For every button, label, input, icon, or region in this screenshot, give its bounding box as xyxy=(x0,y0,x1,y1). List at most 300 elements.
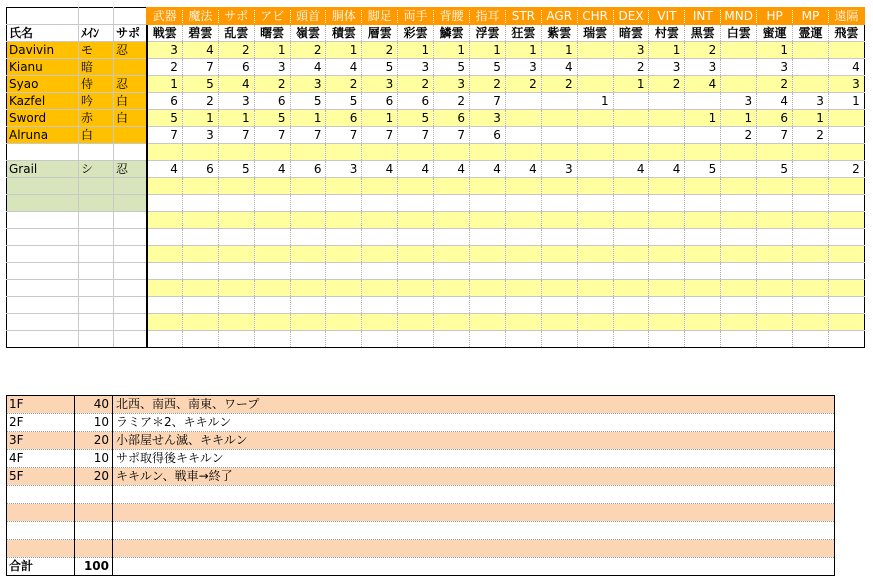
stat-value-cell[interactable] xyxy=(721,246,757,263)
stat-value-cell[interactable] xyxy=(326,144,362,161)
floor-note-cell[interactable]: サポ取得後キキルン xyxy=(113,450,835,468)
stat-value-cell[interactable] xyxy=(577,42,613,59)
stat-value-cell[interactable] xyxy=(218,212,254,229)
header-gear-cell[interactable]: 鱗雲 xyxy=(434,25,470,42)
stat-value-cell[interactable] xyxy=(793,314,829,331)
stat-value-cell[interactable]: 3 xyxy=(147,42,183,59)
stat-value-cell[interactable] xyxy=(290,314,326,331)
stat-value-cell[interactable] xyxy=(398,297,434,314)
stat-value-cell[interactable] xyxy=(470,297,506,314)
stat-value-cell[interactable] xyxy=(541,127,577,144)
stat-value-cell[interactable]: 4 xyxy=(362,161,398,178)
character-name-cell[interactable]: Alruna xyxy=(7,127,79,144)
stat-value-cell[interactable] xyxy=(362,297,398,314)
stat-value-cell[interactable] xyxy=(577,212,613,229)
stat-value-cell[interactable] xyxy=(218,297,254,314)
stat-value-cell[interactable]: 2 xyxy=(147,59,183,76)
stat-value-cell[interactable] xyxy=(577,144,613,161)
stat-value-cell[interactable]: 4 xyxy=(290,59,326,76)
stat-value-cell[interactable]: 5 xyxy=(182,76,218,93)
stat-value-cell[interactable] xyxy=(254,280,290,297)
stat-value-cell[interactable] xyxy=(649,110,685,127)
main-job-cell[interactable] xyxy=(79,246,114,263)
stat-value-cell[interactable] xyxy=(182,229,218,246)
floor-value-cell[interactable] xyxy=(75,486,113,504)
header-stat-cell[interactable]: STR xyxy=(505,8,541,25)
stat-value-cell[interactable]: 3 xyxy=(649,59,685,76)
stat-value-cell[interactable] xyxy=(793,263,829,280)
floor-label-cell[interactable]: 5F xyxy=(7,468,75,486)
stat-value-cell[interactable] xyxy=(254,144,290,161)
stat-value-cell[interactable] xyxy=(218,263,254,280)
stat-value-cell[interactable] xyxy=(828,127,864,144)
stat-value-cell[interactable] xyxy=(470,144,506,161)
main-job-cell[interactable] xyxy=(79,263,114,280)
character-name-cell[interactable]: Syao xyxy=(7,76,79,93)
stat-value-cell[interactable] xyxy=(290,212,326,229)
stat-value-cell[interactable] xyxy=(793,246,829,263)
stat-value-cell[interactable] xyxy=(613,229,649,246)
stat-value-cell[interactable]: 2 xyxy=(685,42,721,59)
stat-value-cell[interactable] xyxy=(793,212,829,229)
header-gear-cell[interactable]: 彩雲 xyxy=(398,25,434,42)
stat-value-cell[interactable]: 4 xyxy=(470,161,506,178)
stat-value-cell[interactable]: 3 xyxy=(721,93,757,110)
stat-value-cell[interactable] xyxy=(290,195,326,212)
stat-value-cell[interactable] xyxy=(147,331,183,348)
stat-value-cell[interactable] xyxy=(757,263,793,280)
stat-value-cell[interactable] xyxy=(541,178,577,195)
stat-value-cell[interactable] xyxy=(254,314,290,331)
stat-value-cell[interactable] xyxy=(793,229,829,246)
stat-value-cell[interactable]: 3 xyxy=(326,161,362,178)
header-stat-cell[interactable]: 脚足 xyxy=(362,8,398,25)
stat-value-cell[interactable]: 6 xyxy=(182,161,218,178)
floor-note-cell[interactable] xyxy=(113,504,835,522)
stat-value-cell[interactable]: 3 xyxy=(434,76,470,93)
stat-value-cell[interactable] xyxy=(577,195,613,212)
floor-value-cell[interactable]: 10 xyxy=(75,414,113,432)
stat-value-cell[interactable] xyxy=(147,212,183,229)
stat-value-cell[interactable] xyxy=(541,212,577,229)
stat-value-cell[interactable] xyxy=(362,280,398,297)
stat-value-cell[interactable] xyxy=(147,178,183,195)
stat-value-cell[interactable] xyxy=(470,195,506,212)
stat-value-cell[interactable]: 7 xyxy=(398,127,434,144)
character-name-cell[interactable]: Davivin xyxy=(7,42,79,59)
stat-value-cell[interactable] xyxy=(218,314,254,331)
stat-value-cell[interactable] xyxy=(326,178,362,195)
stat-value-cell[interactable] xyxy=(290,144,326,161)
main-job-cell[interactable]: 赤 xyxy=(79,110,114,127)
stat-value-cell[interactable] xyxy=(254,331,290,348)
main-job-cell[interactable] xyxy=(79,331,114,348)
stat-value-cell[interactable]: 2 xyxy=(541,76,577,93)
stat-value-cell[interactable]: 3 xyxy=(685,59,721,76)
stat-value-cell[interactable] xyxy=(828,229,864,246)
floor-note-cell[interactable] xyxy=(113,540,835,558)
stat-value-cell[interactable]: 4 xyxy=(649,161,685,178)
stat-value-cell[interactable]: 7 xyxy=(434,127,470,144)
stat-value-cell[interactable] xyxy=(541,297,577,314)
main-job-cell[interactable] xyxy=(79,212,114,229)
stat-value-cell[interactable] xyxy=(398,212,434,229)
stat-value-cell[interactable]: 3 xyxy=(470,110,506,127)
character-name-cell[interactable] xyxy=(7,144,79,161)
stat-value-cell[interactable] xyxy=(147,229,183,246)
stat-value-cell[interactable] xyxy=(613,212,649,229)
sub-job-cell[interactable]: 忍 xyxy=(114,76,147,93)
stat-value-cell[interactable]: 7 xyxy=(147,127,183,144)
stat-value-cell[interactable]: 3 xyxy=(290,76,326,93)
stat-value-cell[interactable]: 1 xyxy=(254,42,290,59)
stat-value-cell[interactable] xyxy=(757,246,793,263)
stat-value-cell[interactable] xyxy=(470,314,506,331)
stat-value-cell[interactable] xyxy=(721,331,757,348)
header-stat-cell[interactable]: サポ xyxy=(218,8,254,25)
stat-value-cell[interactable] xyxy=(757,195,793,212)
stat-value-cell[interactable] xyxy=(757,297,793,314)
stat-value-cell[interactable] xyxy=(398,246,434,263)
floor-note-cell[interactable]: 北西、南西、南東、ワープ xyxy=(113,396,835,414)
stat-value-cell[interactable] xyxy=(326,331,362,348)
stat-value-cell[interactable] xyxy=(434,212,470,229)
stat-value-cell[interactable] xyxy=(434,314,470,331)
sub-job-cell[interactable] xyxy=(114,246,147,263)
stat-value-cell[interactable]: 1 xyxy=(613,76,649,93)
sub-job-cell[interactable] xyxy=(114,314,147,331)
sub-job-cell[interactable]: 白 xyxy=(114,110,147,127)
header-gear-cell[interactable]: 蜜運 xyxy=(757,25,793,42)
stat-value-cell[interactable]: 7 xyxy=(182,59,218,76)
stat-value-cell[interactable]: 4 xyxy=(505,161,541,178)
stat-value-cell[interactable] xyxy=(721,144,757,161)
stat-value-cell[interactable] xyxy=(649,195,685,212)
stat-value-cell[interactable] xyxy=(326,263,362,280)
stat-value-cell[interactable]: 4 xyxy=(757,93,793,110)
character-name-cell[interactable] xyxy=(7,314,79,331)
stat-value-cell[interactable]: 1 xyxy=(290,110,326,127)
stat-value-cell[interactable]: 7 xyxy=(757,127,793,144)
stat-value-cell[interactable]: 1 xyxy=(218,110,254,127)
stat-value-cell[interactable] xyxy=(505,110,541,127)
stat-value-cell[interactable] xyxy=(505,229,541,246)
stat-value-cell[interactable] xyxy=(828,195,864,212)
main-job-cell[interactable] xyxy=(79,195,114,212)
stat-value-cell[interactable] xyxy=(254,246,290,263)
header-stat-cell[interactable]: 胴体 xyxy=(326,8,362,25)
stat-value-cell[interactable]: 2 xyxy=(182,93,218,110)
stat-value-cell[interactable] xyxy=(362,263,398,280)
stat-value-cell[interactable] xyxy=(828,144,864,161)
stat-value-cell[interactable] xyxy=(757,212,793,229)
stat-value-cell[interactable] xyxy=(793,42,829,59)
stat-value-cell[interactable]: 2 xyxy=(470,76,506,93)
sub-job-cell[interactable]: 忍 xyxy=(114,42,147,59)
stat-value-cell[interactable]: 3 xyxy=(362,76,398,93)
stat-value-cell[interactable] xyxy=(290,178,326,195)
stat-value-cell[interactable]: 6 xyxy=(147,93,183,110)
header-gear-cell[interactable]: 積雲 xyxy=(326,25,362,42)
stat-value-cell[interactable] xyxy=(577,161,613,178)
stat-value-cell[interactable] xyxy=(398,195,434,212)
stat-value-cell[interactable] xyxy=(685,297,721,314)
stat-value-cell[interactable] xyxy=(577,331,613,348)
stat-value-cell[interactable] xyxy=(398,314,434,331)
stat-value-cell[interactable] xyxy=(182,144,218,161)
sub-job-cell[interactable] xyxy=(114,280,147,297)
stat-value-cell[interactable] xyxy=(290,331,326,348)
stat-value-cell[interactable] xyxy=(685,178,721,195)
stat-value-cell[interactable] xyxy=(182,195,218,212)
stat-value-cell[interactable]: 2 xyxy=(721,127,757,144)
stat-value-cell[interactable]: 6 xyxy=(434,110,470,127)
stat-value-cell[interactable] xyxy=(721,42,757,59)
sub-job-cell[interactable] xyxy=(114,331,147,348)
stat-value-cell[interactable] xyxy=(326,229,362,246)
stat-value-cell[interactable] xyxy=(290,297,326,314)
stat-value-cell[interactable] xyxy=(398,331,434,348)
stat-value-cell[interactable] xyxy=(828,263,864,280)
stat-value-cell[interactable]: 1 xyxy=(757,42,793,59)
floor-label-cell[interactable] xyxy=(7,504,75,522)
stat-value-cell[interactable] xyxy=(685,246,721,263)
floor-label-cell[interactable]: 2F xyxy=(7,414,75,432)
stat-value-cell[interactable] xyxy=(398,263,434,280)
stat-value-cell[interactable]: 3 xyxy=(218,93,254,110)
header-stat-cell[interactable]: 背腰 xyxy=(434,8,470,25)
stat-value-cell[interactable]: 4 xyxy=(147,161,183,178)
stat-value-cell[interactable]: 6 xyxy=(398,93,434,110)
stat-value-cell[interactable]: 5 xyxy=(398,110,434,127)
stat-value-cell[interactable]: 1 xyxy=(182,110,218,127)
stat-value-cell[interactable]: 1 xyxy=(362,110,398,127)
stat-value-cell[interactable] xyxy=(649,229,685,246)
sub-job-cell[interactable] xyxy=(114,263,147,280)
stat-value-cell[interactable]: 2 xyxy=(757,76,793,93)
header-stat-cell[interactable]: 武器 xyxy=(147,8,183,25)
stat-value-cell[interactable] xyxy=(182,263,218,280)
stat-value-cell[interactable] xyxy=(828,314,864,331)
stat-value-cell[interactable]: 2 xyxy=(793,127,829,144)
stat-value-cell[interactable]: 2 xyxy=(326,76,362,93)
stat-value-cell[interactable]: 4 xyxy=(541,59,577,76)
stat-value-cell[interactable] xyxy=(541,280,577,297)
stat-value-cell[interactable] xyxy=(649,280,685,297)
stat-value-cell[interactable] xyxy=(649,178,685,195)
stat-value-cell[interactable]: 4 xyxy=(182,42,218,59)
stat-value-cell[interactable] xyxy=(721,229,757,246)
stat-value-cell[interactable]: 4 xyxy=(685,76,721,93)
stat-value-cell[interactable] xyxy=(828,212,864,229)
stat-value-cell[interactable] xyxy=(182,331,218,348)
stat-value-cell[interactable]: 1 xyxy=(434,42,470,59)
stat-value-cell[interactable] xyxy=(326,212,362,229)
header-stat-cell[interactable]: HP xyxy=(757,8,793,25)
header-stat-cell[interactable]: MP xyxy=(793,8,829,25)
stat-value-cell[interactable] xyxy=(182,212,218,229)
stat-value-cell[interactable] xyxy=(362,178,398,195)
stat-value-cell[interactable] xyxy=(290,263,326,280)
stat-value-cell[interactable]: 3 xyxy=(828,76,864,93)
header-stat-cell[interactable]: 遠隔 xyxy=(828,8,864,25)
header-stat-cell[interactable]: INT xyxy=(685,8,721,25)
stat-value-cell[interactable] xyxy=(470,229,506,246)
stat-value-cell[interactable] xyxy=(218,195,254,212)
floor-value-cell[interactable]: 20 xyxy=(75,432,113,450)
header-stat-cell[interactable]: 指耳 xyxy=(470,8,506,25)
stat-value-cell[interactable]: 3 xyxy=(793,93,829,110)
header-gear-cell[interactable]: 霊運 xyxy=(793,25,829,42)
stat-value-cell[interactable] xyxy=(541,229,577,246)
main-job-cell[interactable]: 吟 xyxy=(79,93,114,110)
stat-value-cell[interactable] xyxy=(685,93,721,110)
floor-label-cell[interactable] xyxy=(7,540,75,558)
floor-note-cell[interactable]: 小部屋せん滅、キキルン xyxy=(113,432,835,450)
main-job-cell[interactable] xyxy=(79,314,114,331)
stat-value-cell[interactable] xyxy=(505,246,541,263)
stat-value-cell[interactable]: 1 xyxy=(147,76,183,93)
floor-value-cell[interactable]: 40 xyxy=(75,396,113,414)
main-job-cell[interactable] xyxy=(79,280,114,297)
character-name-cell[interactable] xyxy=(7,229,79,246)
header-gear-cell[interactable]: 嶺雲 xyxy=(290,25,326,42)
stat-value-cell[interactable] xyxy=(577,314,613,331)
stat-value-cell[interactable] xyxy=(326,280,362,297)
header-gear-cell[interactable]: 飛雲 xyxy=(828,25,864,42)
floor-value-cell[interactable] xyxy=(75,540,113,558)
stat-value-cell[interactable] xyxy=(793,161,829,178)
stat-value-cell[interactable] xyxy=(182,297,218,314)
total-value-cell[interactable]: 100 xyxy=(75,558,113,576)
stat-value-cell[interactable] xyxy=(613,93,649,110)
stat-value-cell[interactable] xyxy=(254,263,290,280)
stat-value-cell[interactable] xyxy=(577,229,613,246)
stat-value-cell[interactable]: 2 xyxy=(434,93,470,110)
stat-value-cell[interactable] xyxy=(147,297,183,314)
header-stat-cell[interactable]: 両手 xyxy=(398,8,434,25)
stat-value-cell[interactable] xyxy=(757,280,793,297)
stat-value-cell[interactable] xyxy=(434,280,470,297)
floor-label-cell[interactable]: 4F xyxy=(7,450,75,468)
stat-value-cell[interactable] xyxy=(828,178,864,195)
sub-job-cell[interactable] xyxy=(114,195,147,212)
stat-value-cell[interactable]: 3 xyxy=(398,59,434,76)
stat-value-cell[interactable]: 3 xyxy=(254,59,290,76)
stat-value-cell[interactable]: 3 xyxy=(541,161,577,178)
stat-value-cell[interactable] xyxy=(721,212,757,229)
header-gear-cell[interactable]: 暗雲 xyxy=(613,25,649,42)
stat-value-cell[interactable] xyxy=(541,246,577,263)
main-job-cell[interactable] xyxy=(79,229,114,246)
stat-value-cell[interactable] xyxy=(828,280,864,297)
stat-value-cell[interactable] xyxy=(721,195,757,212)
stat-value-cell[interactable] xyxy=(649,331,685,348)
stat-value-cell[interactable] xyxy=(685,263,721,280)
sub-job-cell[interactable] xyxy=(114,178,147,195)
total-label-cell[interactable]: 合計 xyxy=(7,558,75,576)
stat-value-cell[interactable] xyxy=(649,246,685,263)
stat-value-cell[interactable] xyxy=(398,144,434,161)
stat-value-cell[interactable] xyxy=(685,229,721,246)
stat-value-cell[interactable] xyxy=(434,178,470,195)
stat-value-cell[interactable] xyxy=(470,280,506,297)
stat-value-cell[interactable] xyxy=(326,195,362,212)
header-stat-cell[interactable]: MND xyxy=(721,8,757,25)
stat-value-cell[interactable]: 3 xyxy=(757,59,793,76)
stat-value-cell[interactable] xyxy=(541,263,577,280)
stat-value-cell[interactable] xyxy=(434,297,470,314)
stat-value-cell[interactable]: 6 xyxy=(362,93,398,110)
stat-value-cell[interactable]: 7 xyxy=(218,127,254,144)
header-stat-cell[interactable]: DEX xyxy=(613,8,649,25)
stat-value-cell[interactable] xyxy=(577,127,613,144)
stat-value-cell[interactable]: 1 xyxy=(649,42,685,59)
stat-value-cell[interactable]: 1 xyxy=(326,42,362,59)
stat-value-cell[interactable] xyxy=(721,76,757,93)
character-name-cell[interactable]: Sword xyxy=(7,110,79,127)
main-job-cell[interactable]: 白 xyxy=(79,127,114,144)
stat-value-cell[interactable] xyxy=(757,331,793,348)
header-name-cell[interactable]: 氏名 xyxy=(7,25,79,42)
stat-value-cell[interactable] xyxy=(505,178,541,195)
stat-value-cell[interactable] xyxy=(577,297,613,314)
stat-value-cell[interactable]: 1 xyxy=(541,42,577,59)
stat-value-cell[interactable] xyxy=(721,178,757,195)
stat-value-cell[interactable] xyxy=(505,263,541,280)
header-stat-cell[interactable]: AGR xyxy=(541,8,577,25)
stat-value-cell[interactable]: 7 xyxy=(362,127,398,144)
stat-value-cell[interactable] xyxy=(147,195,183,212)
header-stat-cell[interactable]: VIT xyxy=(649,8,685,25)
stat-value-cell[interactable] xyxy=(505,212,541,229)
stat-value-cell[interactable]: 1 xyxy=(793,110,829,127)
stat-value-cell[interactable]: 4 xyxy=(326,59,362,76)
stat-value-cell[interactable]: 3 xyxy=(182,127,218,144)
stat-value-cell[interactable]: 3 xyxy=(505,59,541,76)
stat-value-cell[interactable]: 6 xyxy=(254,93,290,110)
floor-note-cell[interactable] xyxy=(113,522,835,540)
stat-value-cell[interactable] xyxy=(362,212,398,229)
stat-value-cell[interactable]: 2 xyxy=(218,42,254,59)
stat-value-cell[interactable] xyxy=(326,246,362,263)
stat-value-cell[interactable] xyxy=(757,144,793,161)
stat-value-cell[interactable] xyxy=(362,195,398,212)
stat-value-cell[interactable] xyxy=(613,195,649,212)
stat-value-cell[interactable]: 7 xyxy=(470,93,506,110)
floor-value-cell[interactable]: 10 xyxy=(75,450,113,468)
floor-label-cell[interactable]: 3F xyxy=(7,432,75,450)
stat-value-cell[interactable] xyxy=(362,314,398,331)
main-job-cell[interactable]: 暗 xyxy=(79,59,114,76)
stat-value-cell[interactable] xyxy=(721,280,757,297)
stat-value-cell[interactable]: 1 xyxy=(828,93,864,110)
stat-value-cell[interactable]: 4 xyxy=(613,161,649,178)
stat-value-cell[interactable] xyxy=(685,195,721,212)
stat-value-cell[interactable] xyxy=(793,195,829,212)
stat-value-cell[interactable] xyxy=(147,314,183,331)
stat-value-cell[interactable]: 6 xyxy=(757,110,793,127)
stat-value-cell[interactable]: 2 xyxy=(254,76,290,93)
floor-value-cell[interactable] xyxy=(75,522,113,540)
character-name-cell[interactable] xyxy=(7,331,79,348)
stat-value-cell[interactable] xyxy=(541,144,577,161)
header-gear-cell[interactable]: 村雲 xyxy=(649,25,685,42)
stat-value-cell[interactable]: 2 xyxy=(613,59,649,76)
stat-value-cell[interactable] xyxy=(649,93,685,110)
stat-value-cell[interactable] xyxy=(505,144,541,161)
stat-value-cell[interactable]: 5 xyxy=(434,59,470,76)
